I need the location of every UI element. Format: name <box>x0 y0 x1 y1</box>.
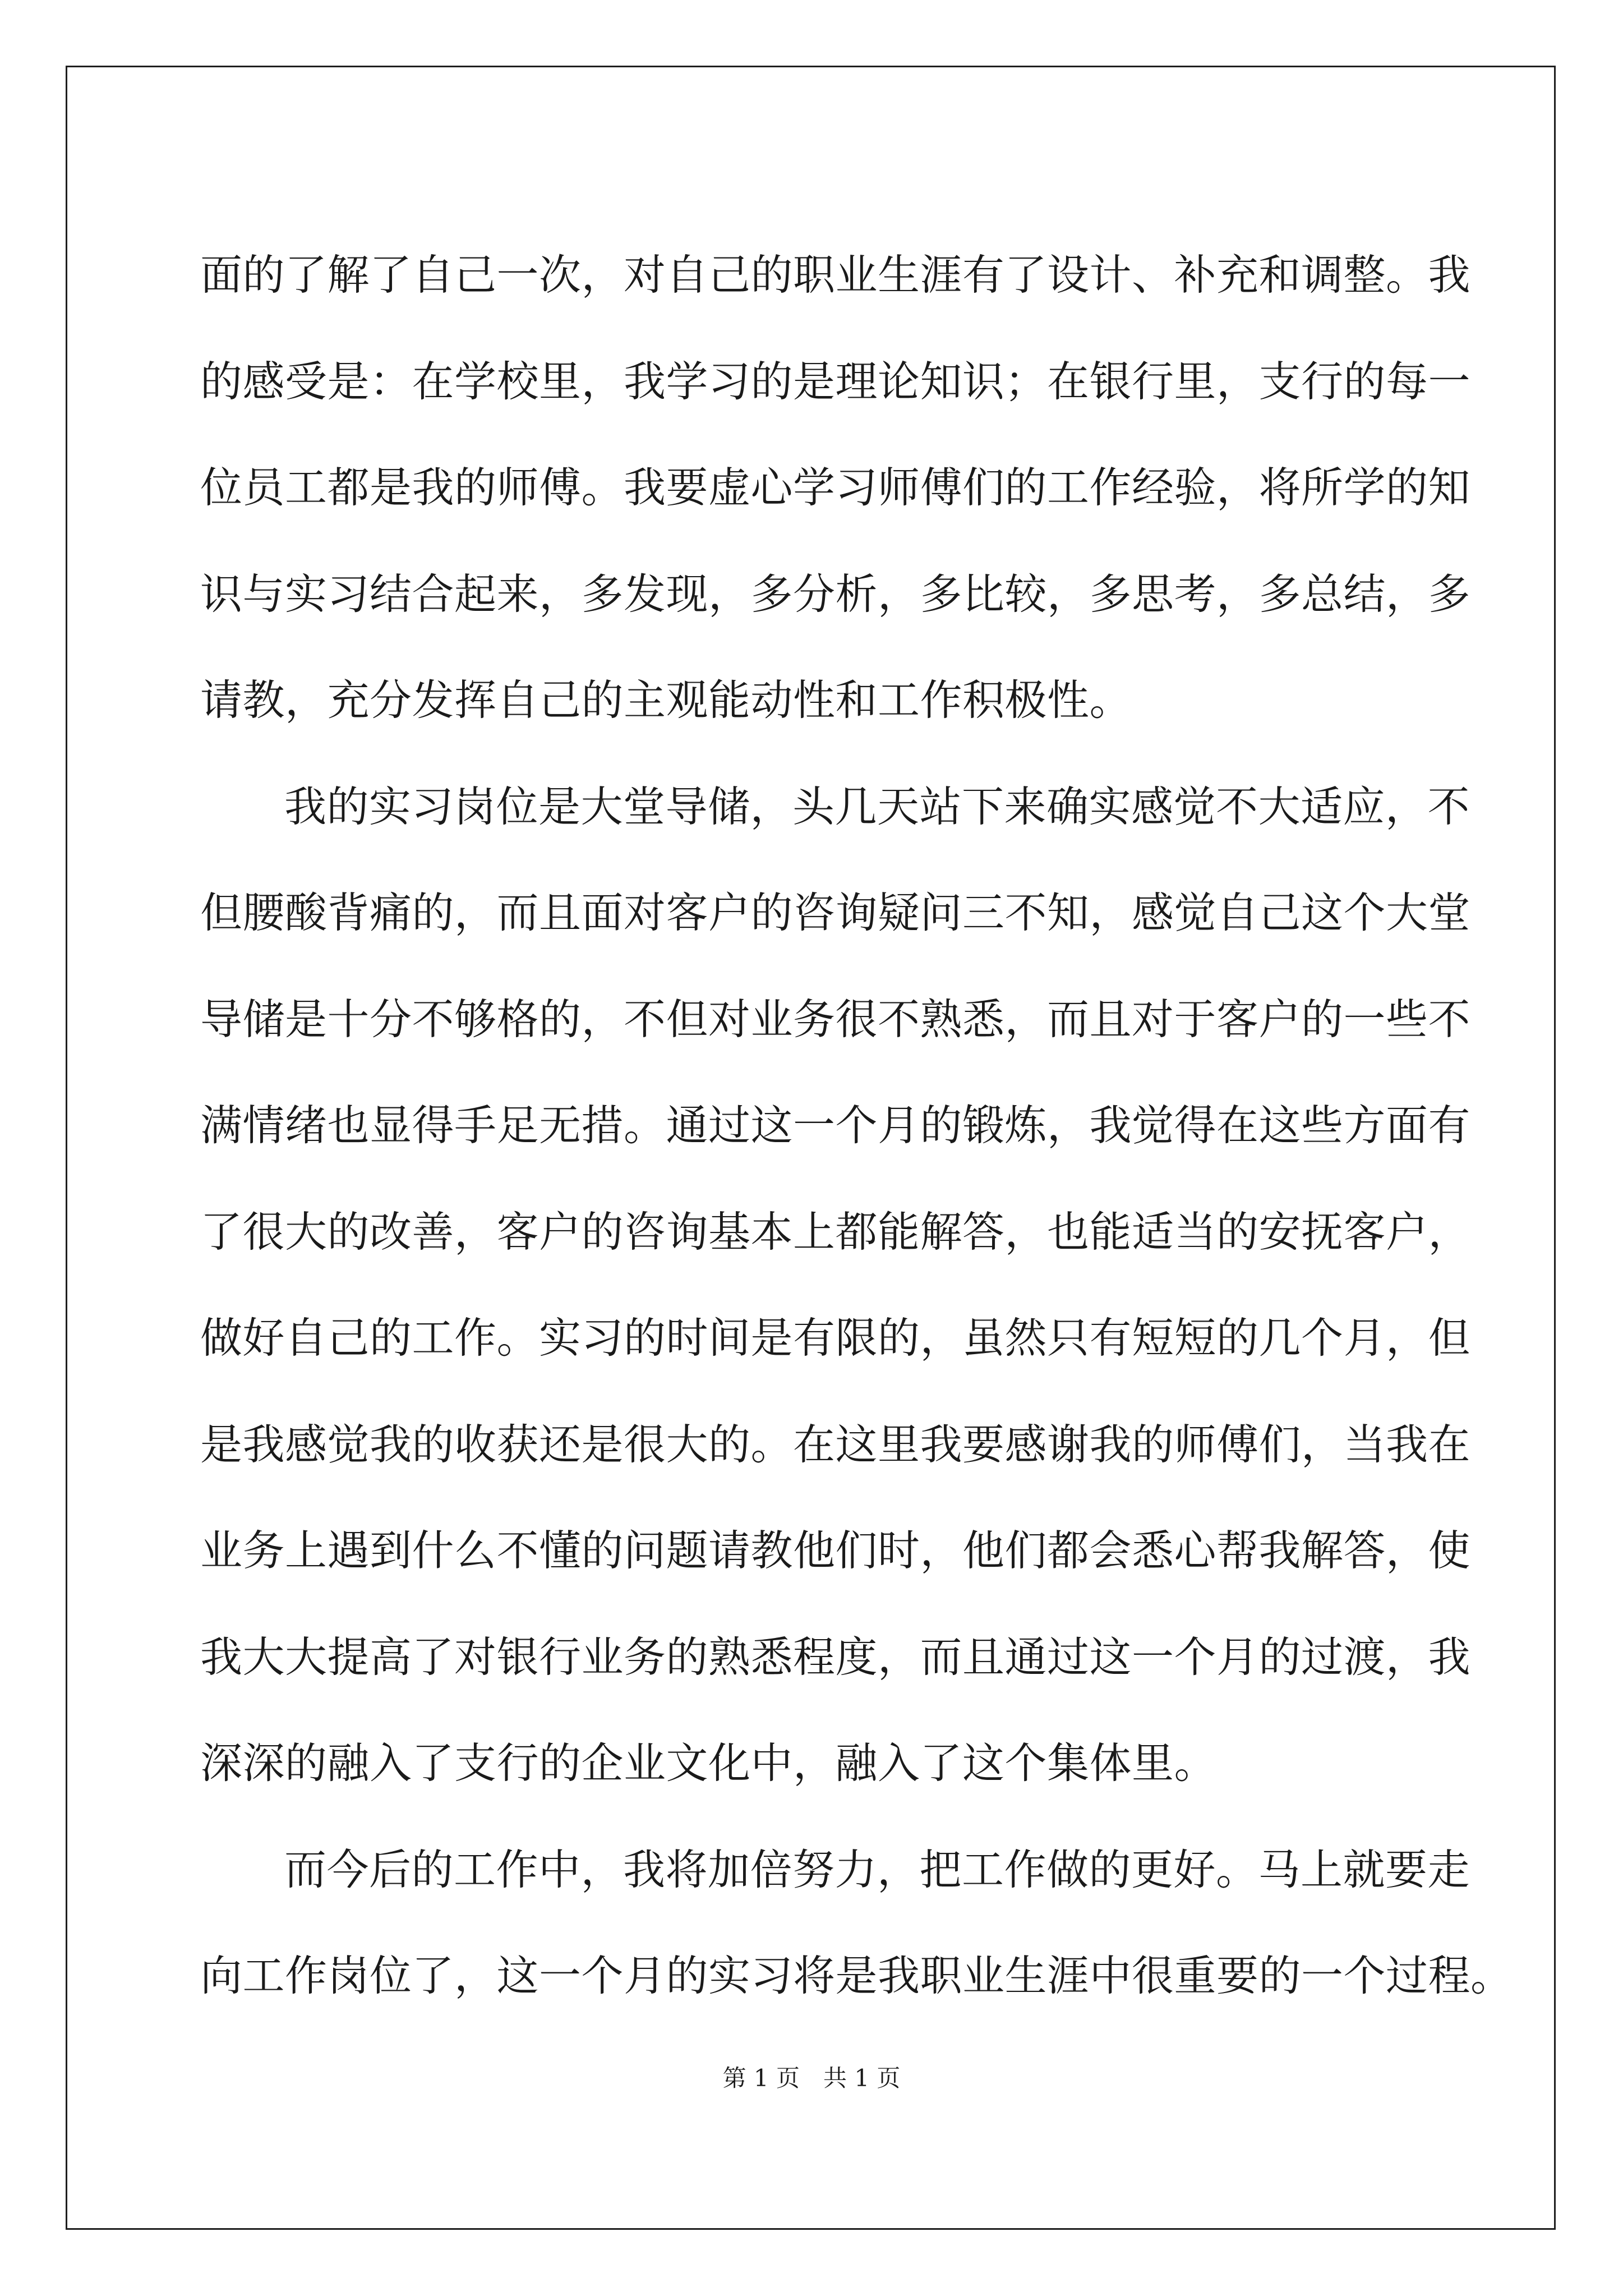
text-line: 导储是十分不够格的，不但对业务很不熟悉，而且对于客户的一些不 <box>200 994 1471 1044</box>
text-line: 我大大提高了对银行业务的熟悉程度，而且通过这一个月的过渡，我 <box>200 1632 1471 1682</box>
text-line: 了很大的改善，客户的咨询基本上都能解答，也能适当的安抚客户， <box>200 1207 1471 1257</box>
paragraph-start-line: 而今后的工作中，我将加倍努力，把工作做的更好。马上就要走 <box>284 1844 1470 1894</box>
text-line: 请教，充分发挥自己的主观能动性和工作积极性。 <box>200 675 1132 725</box>
text-line: 位员工都是我的师傅。我要虚心学习师傅们的工作经验，将所学的知 <box>200 463 1471 512</box>
text-line: 深深的融入了支行的企业文化中，融入了这个集体里。 <box>200 1738 1217 1788</box>
text-line: 的感受是：在学校里，我学习的是理论知识；在银行里，支行的每一 <box>200 356 1471 406</box>
text-line: 向工作岗位了，这一个月的实习将是我职业生涯中很重要的一个过程。 <box>200 1951 1513 2000</box>
text-line: 但腰酸背痛的，而且面对客户的咨询疑问三不知，感觉自己这个大堂 <box>200 888 1471 937</box>
paragraph-start-line: 我的实习岗位是大堂导储，头几天站下来确实感觉不大适应，不 <box>284 781 1470 831</box>
text-line: 是我感觉我的收获还是很大的。在这里我要感谢我的师傅们，当我在 <box>200 1419 1471 1469</box>
text-line: 业务上遇到什么不懂的问题请教他们时，他们都会悉心帮我解答，使 <box>200 1526 1471 1575</box>
text-line: 面的了解了自己一次，对自己的职业生涯有了设计、补充和调整。我 <box>200 250 1471 300</box>
page-footer: 第 1 页 共 1 页 <box>722 2064 901 2092</box>
text-line: 做好自己的工作。实习的时间是有限的，虽然只有短短的几个月，但 <box>200 1313 1471 1363</box>
document-body <box>200 222 1513 2030</box>
text-line: 满情绪也显得手足无措。通过这一个月的锻炼，我觉得在这些方面有 <box>200 1101 1471 1150</box>
text-line: 识与实习结合起来，多发现，多分析，多比较，多思考，多总结，多 <box>200 569 1471 619</box>
